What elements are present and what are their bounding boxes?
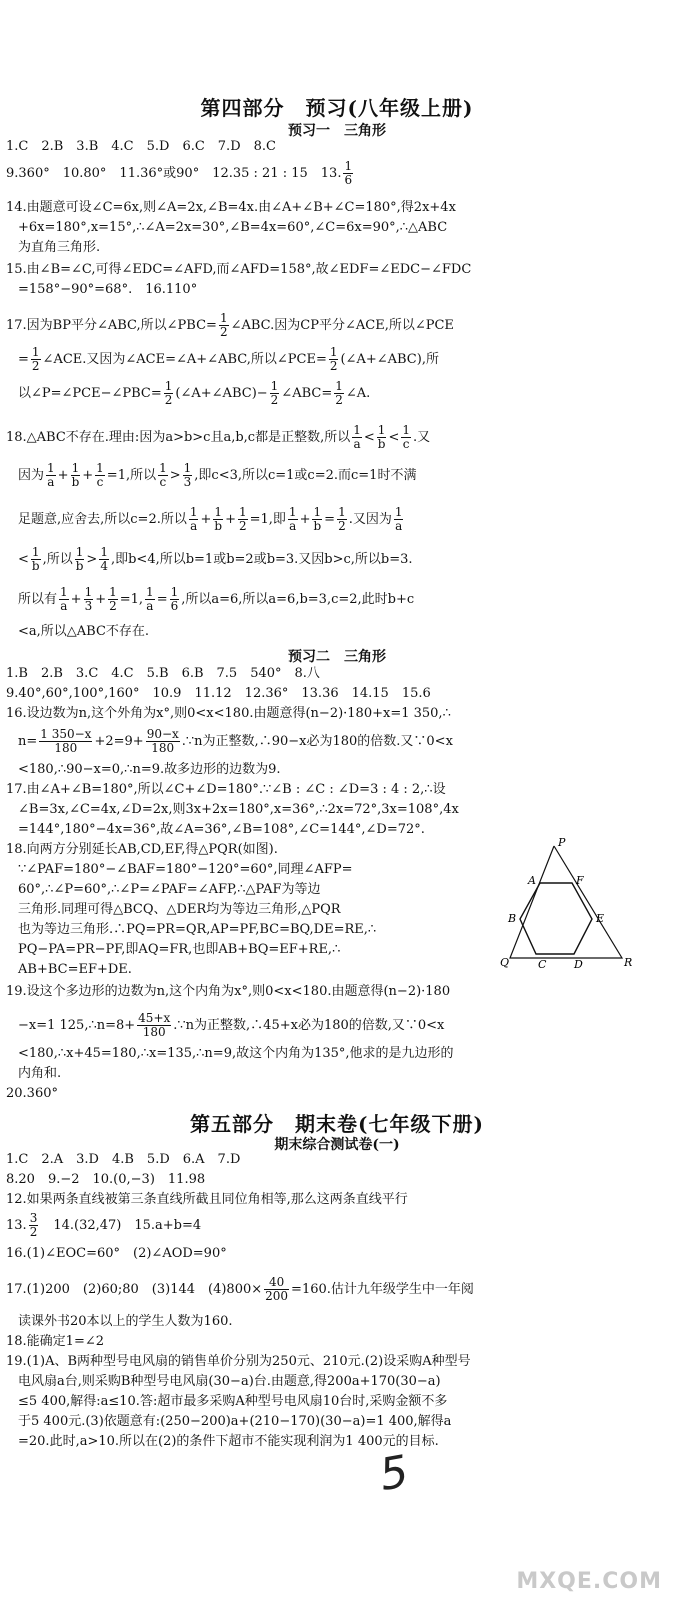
p4s2-q18-line3: 60°,∴∠P=60°,∴∠P=∠PAF=∠AFP,∴△PAF为等边 bbox=[18, 882, 321, 897]
p4s2-line1: 1.B 2.B 3.C 4.C 5.B 6.B 7.5 540° 8.八 bbox=[6, 666, 320, 681]
p4s1-line2: 9.360° 10.80° 11.36°或90° 12.35 : 21 : 15 13. $\frac{1}{6}$ bbox=[6, 159, 353, 187]
figure-label-d: D bbox=[574, 958, 583, 970]
p4s1-q14-line1: 14.由题意可设∠C=6x,则∠A=2x,∠B=4x.由∠A+∠B+∠C=180°,得2x+4x bbox=[6, 200, 456, 215]
figure-label-q: Q bbox=[500, 956, 510, 969]
section-preview-1: 预习一 三角形 bbox=[288, 123, 386, 139]
p4s1-q18-line6: <a,所以△ABC不存在. bbox=[18, 624, 150, 639]
p4s1-line1: 1.C 2.B 3.B 4.C 5.D 6.C 7.D 8.C bbox=[6, 139, 276, 154]
p4s2-q19-line4: 内角和. bbox=[18, 1066, 62, 1081]
p5s1-q19-line4: 于5 400元.(3)依题意有:(250−200)a+(210−170)(30−a)=1 400,解得a bbox=[18, 1414, 452, 1429]
p4s1-q18-line5: 所以有 $\frac{1}{a}$ + $\frac{1}{3}$ + $\frac{1}{2}$ =1, $\frac{1}{a}$ = $\frac{1}{6}$ ,所以a=6,所以a=6,b=3,c=2,此时b+c bbox=[18, 585, 415, 613]
p5s1-q19-line1: 19.(1)A、B两种型号电风扇的销售单价分别为250元、210元.(2)设采购A种型号 bbox=[6, 1354, 471, 1369]
figure-label-p: P bbox=[558, 836, 566, 849]
triangle-pqr bbox=[510, 846, 622, 958]
p5s1-q19-line3: ≤5 400,解得:a≤10.答:超市最多采购A种型号电风扇10台时,采购金额不多 bbox=[18, 1394, 448, 1409]
triangle-hexagon-figure bbox=[492, 836, 642, 970]
p4s2-q18-line6: PQ−PA=PR−PF,即AQ=FR,也即AB+BQ=EF+RE,∴ bbox=[18, 942, 341, 957]
p5s1-line2: 8.20 9.−2 10.(0,−3) 11.98 bbox=[6, 1172, 206, 1187]
p4s2-q16-line1: 16.设边数为n,这个外角为x°,则0<x<180.由题意得(n−2)·180+x=1 350,∴ bbox=[6, 706, 451, 721]
section-final-test-1: 期末综合测试卷(一) bbox=[274, 1137, 400, 1153]
p4s2-q19-line1: 19.设这个多边形的边数为n,这个内角为x°,则0<x<180.由题意得(n−2)·180 bbox=[6, 984, 451, 999]
p4s1-q14-line3: 为直角三角形. bbox=[18, 240, 101, 255]
p5s1-line1: 1.C 2.A 3.D 4.B 5.D 6.A 7.D bbox=[6, 1152, 241, 1167]
p4s2-q18-line5: 也为等边三角形.∴PQ=PR=QR,AP=PF,BC=BQ,DE=RE,∴ bbox=[18, 922, 377, 937]
p4s2-q18-line2: ∵∠PAF=180°−∠BAF=180°−120°=60°,同理∠AFP= bbox=[18, 862, 353, 877]
hexagon-abcdef bbox=[520, 883, 592, 954]
handwritten-page-mark: 5 bbox=[375, 1445, 413, 1502]
p5s1-line7: 读课外书20本以上的学生人数为160. bbox=[18, 1314, 233, 1329]
p4s1-q18-line3: 足题意,应舍去,所以c=2.所以 $\frac{1}{a}$ + $\frac{1}{b}$ + $\frac{1}{2}$ =1,即 $\frac{1}{a}$ + $\frac{1}{b}$ = $\frac{1}{2}$ .又因为 $\frac{1}{a}$ bbox=[18, 505, 403, 533]
p5s1-line5: 16.(1)∠EOC=60° (2)∠AOD=90° bbox=[6, 1246, 227, 1261]
p4s2-q18-line4: 三角形.同理可得△BCQ、△DER均为等边三角形,△PQR bbox=[18, 902, 341, 917]
p4s2-q19-line3: <180,∴x+45=180,∴x=135,∴n=9,故这个内角为135°,他求的是九边形的 bbox=[18, 1046, 454, 1061]
p4s1-q18-line4: < $\frac{1}{b}$ ,所以 $\frac{1}{b}$ > $\frac{1}{4}$ ,即b<4,所以b=1或b=2或b=3.又因b>c,所以b=3. bbox=[18, 545, 413, 573]
p4s2-q19-line2: −x=1 125,∴n=8+ $\frac{45+x}{180}$ .∵n为正整数,∴45+x必为180的倍数,又∵0<x bbox=[18, 1011, 445, 1039]
p5s1-line4: 13. $\frac{3}{2}$ 14.(32,47) 15.a+b=4 bbox=[6, 1211, 202, 1239]
p5s1-line8: 18.能确定1=∠2 bbox=[6, 1334, 105, 1349]
p4s1-q17-line2: = $\frac{1}{2}$ ∠ACE.又因为∠ACE=∠A+∠ABC,所以∠PCE= $\frac{1}{2}$ (∠A+∠ABC),所 bbox=[18, 345, 439, 373]
p4s2-q16-line3: <180,∴90−x=0,∴n=9.故多边形的边数为9. bbox=[18, 762, 281, 777]
watermark: MXQE.COM bbox=[516, 1569, 662, 1594]
p5s1-q19-line2: 电风扇a台,则采购B种型号电风扇(30−a)台.由题意,得200a+170(30−a) bbox=[18, 1374, 441, 1389]
p4s2-q16-line2: n= $\frac{1 350-x}{180}$ +2=9+ $\frac{90-x}{180}$ .∵n为正整数,∴90−x必为180的倍数.又∵0<x bbox=[18, 727, 453, 755]
figure-label-f: F bbox=[576, 874, 584, 887]
part5-title: 第五部分 期末卷(七年级下册) bbox=[190, 1112, 484, 1136]
figure-label-e: E bbox=[596, 912, 605, 925]
p5s1-line6: 17.(1)200 (2)60;80 (3)144 (4)800× $\frac{40}{200}$ =160.估计九年级学生中一年阅 bbox=[6, 1275, 474, 1303]
p4s1-q18-line1: 18.△ABC不存在.理由:因为a>b>c且a,b,c都是正整数,所以 $\frac{1}{a}$ < $\frac{1}{b}$ < $\frac{1}{c}$ .又 bbox=[6, 423, 431, 451]
p4s1-q15-line2: =158°−90°=68°. 16.110° bbox=[18, 282, 198, 297]
p4s1-q18-line2: 因为 $\frac{1}{a}$ + $\frac{1}{b}$ + $\frac{1}{c}$ =1,所以 $\frac{1}{c}$ > $\frac{1}{3}$ ,即c<3,所以c=1或c=2.而c=1时不满 bbox=[18, 461, 417, 489]
p4s2-q17-line1: 17.由∠A+∠B=180°,所以∠C+∠D=180°.∵∠B : ∠C : ∠D=3 : 4 : 2,∴设 bbox=[6, 782, 446, 797]
figure-label-c: C bbox=[538, 958, 547, 970]
p4s2-q18-line1: 18.向两方分别延长AB,CD,EF,得△PQR(如图). bbox=[6, 842, 278, 857]
figure-label-r: R bbox=[624, 956, 633, 969]
p5s1-q19-line5: =20.此时,a>10.所以在(2)的条件下超市不能实现利润为1 400元的目标. bbox=[18, 1434, 439, 1449]
figure-label-a: A bbox=[528, 874, 536, 887]
p4s2-q18-line7: AB+BC=EF+DE. bbox=[18, 962, 132, 977]
part4-title: 第四部分 预习(八年级上册) bbox=[200, 96, 474, 120]
p4s2-q20: 20.360° bbox=[6, 1086, 58, 1101]
p4s1-q15-line1: 15.由∠B=∠C,可得∠EDC=∠AFD,而∠AFD=158°,故∠EDF=∠EDC−∠FDC bbox=[6, 262, 472, 277]
p4s2-line2: 9.40°,60°,100°,160° 10.9 11.12 12.36° 13.36 14.15 15.6 bbox=[6, 686, 431, 701]
p4s1-q17-line1: 17.因为BP平分∠ABC,所以∠PBC= $\frac{1}{2}$ ∠ABC.因为CP平分∠ACE,所以∠PCE bbox=[6, 311, 454, 339]
p5s1-line3: 12.如果两条直线被第三条直线所截且同位角相等,那么这两条直线平行 bbox=[6, 1192, 408, 1207]
section-preview-2: 预习二 三角形 bbox=[288, 649, 386, 665]
p4s1-q14-line2: +6x=180°,x=15°,∴∠A=2x=30°,∠B=4x=60°,∠C=6x=90°,∴△ABC bbox=[18, 220, 448, 235]
p4s2-q17-line3: =144°,180°−4x=36°,故∠A=36°,∠B=108°,∠C=144°,∠D=72°. bbox=[18, 822, 425, 837]
figure-label-b: B bbox=[508, 912, 517, 925]
p4s1-q17-line3: 以∠P=∠PCE−∠PBC= $\frac{1}{2}$ (∠A+∠ABC)− $\frac{1}{2}$ ∠ABC= $\frac{1}{2}$ ∠A. bbox=[18, 379, 371, 407]
p4s2-q17-line2: ∠B=3x,∠C=4x,∠D=2x,则3x+2x=180°,x=36°,∴2x=72°,3x=108°,4x bbox=[18, 802, 459, 817]
